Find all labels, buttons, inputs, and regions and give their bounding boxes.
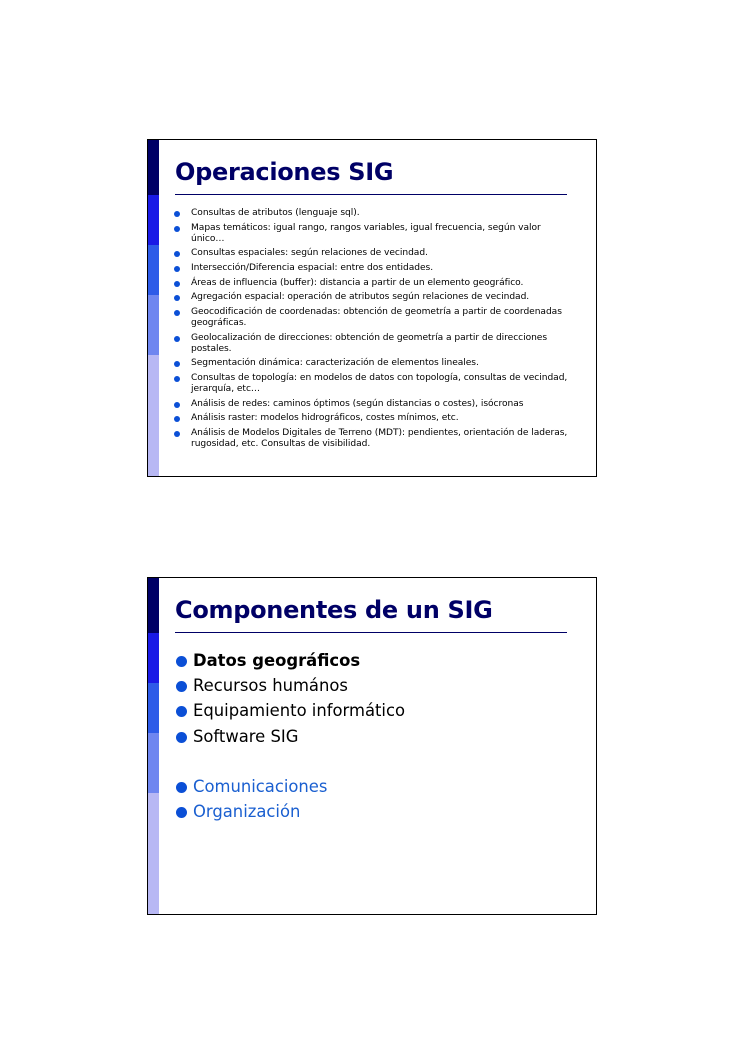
- bullet-icon: [174, 281, 180, 287]
- bullet-icon: [176, 656, 187, 667]
- list-item: Análisis raster: modelos hidrográficos, costes mínimos, etc.: [174, 413, 574, 424]
- bullet-icon: [174, 431, 180, 437]
- bullet-icon: [174, 310, 180, 316]
- title-divider: [175, 194, 567, 195]
- list-item: Comunicaciones: [175, 774, 575, 799]
- list-item: Consultas de atributos (lenguaje sql).: [174, 208, 574, 219]
- list-item: Áreas de influencia (buffer): distancia a partir de un elemento geográfico.: [174, 278, 574, 289]
- list-item: Consultas espaciales: según relaciones de vecindad.: [174, 248, 574, 259]
- bullet-icon: [174, 402, 180, 408]
- list-item: Organización: [175, 799, 575, 824]
- slide-accent-bar: [148, 578, 159, 914]
- bullet-list: [175, 648, 575, 824]
- bullet-icon: [174, 361, 180, 367]
- list-item: Geolocalización de direcciones: obtención de geometría a partir de direcciones postales.: [174, 333, 574, 355]
- slide-componentes-sig: [147, 577, 597, 915]
- bullet-icon: [174, 336, 180, 342]
- bullet-icon: [174, 376, 180, 382]
- bullet-icon: [174, 211, 180, 217]
- list-item: Recursos humános: [175, 673, 575, 698]
- list-item: Geocodificación de coordenadas: obtención de geometría a partir de coordenadas geográficas.: [174, 307, 574, 329]
- bullet-list: [174, 208, 574, 454]
- list-item: Equipamiento informático: [175, 698, 575, 723]
- bullet-icon: [176, 782, 187, 793]
- list-item: Análisis de redes: caminos óptimos (según distancias o costes), isócronas: [174, 399, 574, 410]
- list-item: Análisis de Modelos Digitales de Terreno (MDT): pendientes, orientación de laderas, rugosidad, etc. Consultas de visibilidad.: [174, 428, 574, 450]
- bullet-icon: [174, 416, 180, 422]
- list-item: Segmentación dinámica: caracterización de elementos lineales.: [174, 358, 574, 369]
- list-item: Datos geográficos: [175, 648, 575, 673]
- bullet-icon: [174, 266, 180, 272]
- bullet-icon: [174, 295, 180, 301]
- list-item: Intersección/Diferencia espacial: entre dos entidades.: [174, 263, 574, 274]
- list-item: Consultas de topología: en modelos de datos con topología, consultas de vecindad, jerarquía, etc…: [174, 373, 574, 395]
- list-item: Mapas temáticos: igual rango, rangos variables, igual frecuencia, según valor único…: [174, 223, 574, 245]
- bullet-icon: [176, 807, 187, 818]
- slide-title: Componentes de un SIG: [175, 596, 493, 624]
- bullet-icon: [176, 706, 187, 717]
- list-item: Software SIG: [175, 724, 575, 749]
- title-divider: [175, 632, 567, 633]
- bullet-icon: [174, 226, 180, 232]
- list-item: Agregación espacial: operación de atributos según relaciones de vecindad.: [174, 292, 574, 303]
- bullet-icon: [176, 681, 187, 692]
- bullet-icon: [174, 251, 180, 257]
- slide-operaciones-sig: [147, 139, 597, 477]
- bullet-icon: [176, 732, 187, 743]
- slide-accent-bar: [148, 140, 159, 476]
- slide-title: Operaciones SIG: [175, 158, 394, 186]
